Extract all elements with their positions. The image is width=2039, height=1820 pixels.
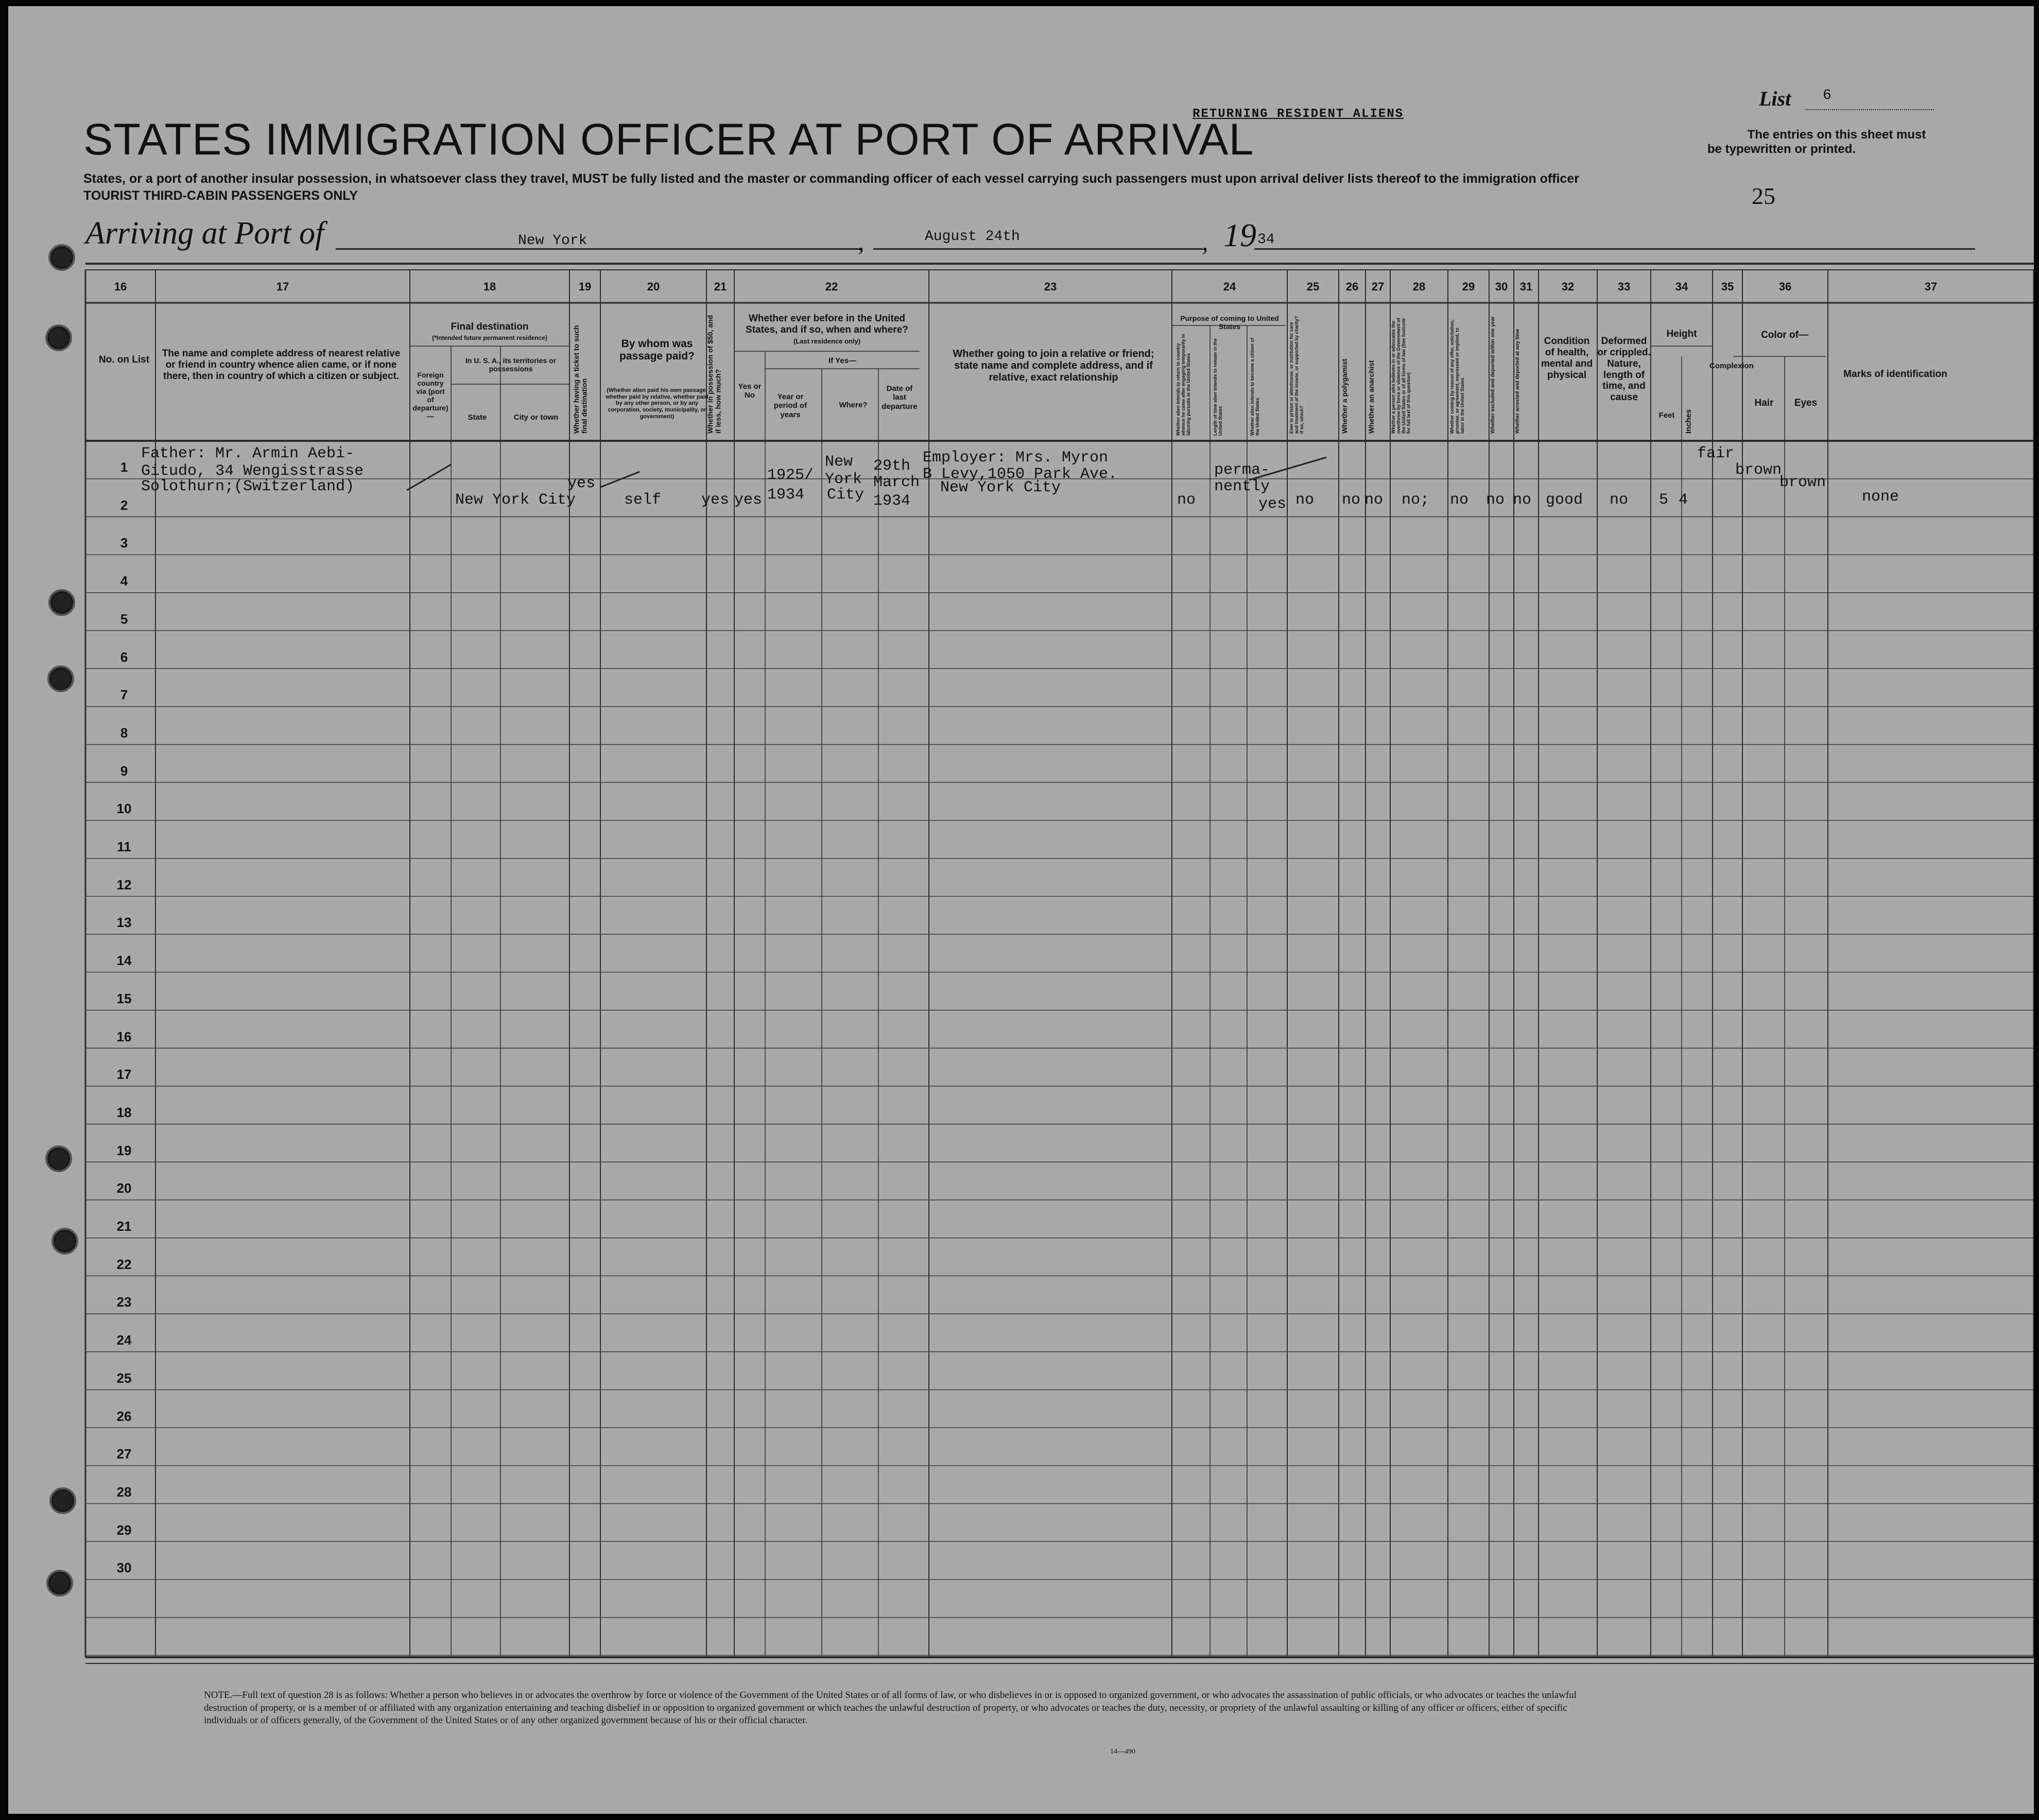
row-number: 2 — [120, 497, 128, 513]
row-number: 16 — [116, 1028, 132, 1044]
entry-complexion: fair — [1697, 445, 1735, 462]
entry-deported: no — [1513, 491, 1532, 509]
entry-excluded: no — [1486, 491, 1505, 509]
row-number: 19 — [116, 1142, 132, 1158]
column-number: 33 — [1617, 280, 1631, 293]
column-number: 37 — [1924, 280, 1938, 293]
entry-overthrow: no; — [1402, 491, 1430, 509]
header-if-yes: If Yes— — [828, 356, 856, 365]
entry-relative-line2: Gitudo, 34 Wengisstrasse — [141, 462, 364, 480]
header-excluded: Whether excluded and deported within one year — [1490, 316, 1496, 434]
header-anarchist: Whether an anarchist — [1367, 360, 1375, 434]
column-number: 16 — [114, 280, 127, 293]
row-number: 10 — [116, 801, 132, 817]
entry-feet: 5 — [1659, 491, 1669, 509]
header-prison: Ever in prison or almshouse, or institution for care and treatment of the insane, or supported by charity? If so, which? — [1289, 316, 1304, 434]
entry-inches: 4 — [1679, 491, 1688, 509]
ditto-stroke — [600, 472, 640, 487]
header-where: Where? — [839, 401, 868, 409]
header-feet: Feet — [1658, 411, 1675, 420]
year-prefix: 19 — [1223, 217, 1256, 253]
list-number: 6 — [1823, 88, 1831, 104]
row-number: 7 — [120, 687, 128, 703]
column-number: 29 — [1462, 280, 1475, 293]
entry-where-line2: York — [825, 471, 862, 488]
column-number: 26 — [1345, 280, 1359, 293]
row-number: 4 — [120, 573, 128, 589]
header-inches: Inches — [1684, 409, 1693, 434]
column-number: 32 — [1561, 280, 1575, 293]
header-last-departure: Date of last departure — [882, 384, 918, 411]
entry-length-line1: perma- — [1214, 461, 1270, 479]
header-final-destination: Final destination — [451, 321, 529, 332]
entry-period-line2: 1934 — [767, 486, 805, 504]
row-number: 3 — [120, 535, 128, 551]
column-number: 34 — [1675, 280, 1688, 293]
entry-ticket: yes — [567, 475, 596, 492]
ditto-stroke — [407, 465, 451, 490]
returning-resident-stamp: RETURNING RESIDENT ALIENS — [1193, 107, 1404, 121]
entry-marks: none — [1862, 488, 1899, 506]
row-number: 30 — [116, 1560, 132, 1576]
row-number: 28 — [116, 1484, 132, 1500]
row-number: 15 — [116, 990, 132, 1006]
row-number: 26 — [116, 1408, 132, 1424]
header-deformed: Deformed or crippled. Nature, length of time, and cause — [1597, 336, 1651, 403]
row-number: 11 — [117, 839, 131, 854]
entry-join-line3: New York City — [940, 479, 1061, 496]
header-relative-address: The name and complete address of nearest relative or friend in country whence alien came, or if none there, then in country of which a citizen or subject. — [162, 348, 401, 382]
column-number: 20 — [647, 280, 660, 293]
entry-anarchist: no — [1364, 491, 1384, 509]
row-number: 17 — [116, 1067, 132, 1083]
header-passage-paid-sub: (Whether alien paid his own passage, whether paid by relative, whether paid by any other person, or by any corporation, society, municipality, or government) — [606, 387, 709, 420]
header-offer: Whether coming by reason of any offer, solicitation, promise, or agreement, expressed or implied, to labor in the United States — [1449, 319, 1465, 434]
header-citizen-intent: Whether alien intends to become a citizen of the United States — [1250, 337, 1260, 436]
column-number: 21 — [714, 280, 727, 293]
column-number: 17 — [276, 280, 289, 293]
header-state: State — [468, 413, 487, 422]
page-title: STATES IMMIGRATION OFFICER AT PORT OF ARRIVAL — [83, 115, 1254, 164]
header-before-in-us: Whether ever before in the United States, and if so, when and where? — [746, 313, 908, 335]
date-value: August 24th — [925, 229, 1020, 245]
column-number: 31 — [1519, 280, 1533, 293]
row-number: 23 — [116, 1294, 132, 1310]
ditto-stroke — [1249, 457, 1326, 480]
header-eyes: Eyes — [1794, 398, 1818, 408]
row-number: 22 — [116, 1256, 132, 1272]
row-number: 14 — [116, 953, 132, 969]
entry-departure-line3: 1934 — [873, 492, 911, 510]
row-number: 21 — [116, 1218, 132, 1234]
entry-passage-paid: self — [624, 491, 662, 509]
form-number: 14—490 — [1110, 1748, 1135, 1756]
header-final-destination-sub: (*Intended future permanent residence) — [431, 334, 548, 341]
header-subtitle: States, or a port of another insular possession, in whatsoever class they travel, MUST be fully listed and the master or commanding officer of each vessel carrying such passengers must upon arrival deliver lists thereof to the immigration officer — [83, 171, 1579, 186]
entry-join-line2: B Levy,1050 Park Ave. — [923, 466, 1118, 483]
ditto-marks — [8, 6, 2034, 1814]
header-height: Height — [1666, 329, 1697, 339]
row-number: 24 — [116, 1332, 132, 1348]
header-polygamist: Whether a polygamist — [1340, 358, 1349, 434]
header-join-relative: Whether going to join a relative or friend; state name and complete address, and if relative, exact relationship — [953, 348, 1154, 383]
header-hair: Hair — [1754, 398, 1774, 408]
entry-fifty-dollars: yes — [701, 491, 730, 509]
entry-relative-line3: Solothurn;(Switzerland) — [141, 478, 355, 495]
column-number: 18 — [483, 280, 496, 293]
header-in-usa: In U. S. A., its territories or possessions — [465, 356, 557, 373]
column-number: 30 — [1495, 280, 1508, 293]
instructions-line2: be typewritten or printed. — [1707, 142, 1856, 156]
column-number: 23 — [1044, 280, 1057, 293]
entry-departure-line1: 29th — [873, 457, 911, 475]
row-number: 9 — [120, 763, 128, 779]
arriving-label: Arriving at Port of — [85, 216, 324, 251]
year-suffix: 34 — [1257, 232, 1275, 248]
header-passage-paid: By whom was passage paid? — [619, 338, 695, 363]
header-complexion: Complexion — [1709, 362, 1754, 370]
entry-polygamist: no — [1342, 491, 1361, 509]
column-number: 35 — [1721, 280, 1734, 293]
entry-period-line1: 1925/ — [767, 467, 814, 484]
entry-offer: no — [1450, 491, 1469, 509]
row-number: 25 — [116, 1370, 132, 1386]
entry-join-line1: Employer: Mrs. Myron — [923, 449, 1109, 467]
row-number: 8 — [120, 725, 128, 741]
class-note: TOURIST THIRD-CABIN PASSENGERS ONLY — [83, 188, 358, 203]
entry-eyes: brown — [1779, 474, 1826, 491]
header-deported: Whether arrested and deported at any time — [1515, 329, 1520, 434]
column-number: 25 — [1306, 280, 1320, 293]
row-number: 6 — [120, 649, 128, 665]
entry-departure-line2: March — [873, 474, 920, 491]
header-color-of: Color of— — [1761, 330, 1808, 340]
comma: , — [858, 227, 865, 256]
column-number: 27 — [1371, 280, 1385, 293]
header-purpose: Purpose of coming to United States — [1180, 314, 1279, 331]
entry-length-line2: nently — [1214, 478, 1270, 495]
row-number: 13 — [116, 915, 132, 931]
column-number: 24 — [1223, 280, 1236, 293]
row-number: 5 — [120, 611, 128, 627]
header-no-on-list: No. on List — [98, 354, 150, 365]
header-fifty-dollars: Whether in possession of $50, and if less, how much? — [706, 315, 722, 434]
entry-citizen: yes — [1258, 495, 1287, 513]
row-number: 18 — [116, 1104, 132, 1120]
entry-health: good — [1546, 491, 1583, 509]
header-marks: Marks of identification — [1843, 369, 1947, 380]
header-ticket: Whether having a ticket to such final destination — [572, 325, 589, 434]
header-yes-or-no: Yes or No — [738, 382, 762, 400]
row-number: 29 — [116, 1522, 132, 1538]
entry-relative-line1: Father: Mr. Armin Aebi- — [141, 445, 355, 462]
column-number: 36 — [1778, 280, 1792, 293]
footnote-question-28: NOTE.—Full text of question 28 is as follows: Whether a person who believes in or advocates the overthrow by force or violence of the Government of the United States or of all forms of law, or who disbelieves in or is opposed to organized government, or who advocates the assassination of public officials, or who advocates or teaches the unlawful destruction of property, or is a member of or affiliated with any organization entertaining and teaching disbelief in or opposition to organized government or which teaches the unlawful destruction of property, or who advocates or teaches the duty, necessity, or propriety of the unlawful assaulting or killing of any officer or officers, either of specific individuals or of officers generally, of the Government of the United States or of any other organized government because of his or their official character. — [204, 1690, 1577, 1726]
header-before-in-us-sub: (Last residence only) — [793, 337, 861, 345]
header-length-of-time: Length of time alien intends to remain in the United States — [1213, 338, 1223, 436]
port-value: New York — [518, 233, 587, 249]
header-period: Year or period of years — [773, 392, 807, 419]
entry-destination-city: New York City — [455, 491, 576, 509]
row-number: 1 — [120, 459, 128, 475]
entry-where-line1: New — [825, 453, 853, 471]
row-number: 20 — [116, 1180, 132, 1196]
header-foreign-country: Foreign country via (port of departure)— — [412, 371, 448, 421]
entry-prison: no — [1295, 491, 1315, 509]
header-health: Condition of health, mental and physical — [1541, 336, 1593, 381]
entry-deformed: no — [1610, 491, 1629, 509]
entry-where-line3: City — [827, 486, 865, 504]
entry-return-intent: no — [1177, 491, 1196, 509]
column-number: 19 — [578, 280, 592, 293]
instructions-line1: The entries on this sheet must — [1747, 128, 1926, 142]
column-number: 22 — [825, 280, 838, 293]
column-number: 28 — [1412, 280, 1426, 293]
entry-hair: brown — [1735, 461, 1782, 479]
list-label: List — [1759, 87, 1791, 110]
page-number: 25 — [1752, 183, 1775, 209]
entry-before-yes-no: yes — [734, 491, 763, 509]
row-number: 27 — [116, 1446, 132, 1462]
manifest-sheet — [8, 6, 2034, 1814]
comma: , — [1202, 227, 1208, 256]
header-city: City or town — [513, 413, 559, 422]
header-overthrow: Whether a person who believes in or advocates the overthrow by force or violence of the Government of the United States or of all forms of law (See footnote for full text of this question) — [1391, 318, 1411, 434]
header-return-intent: Whether alien intends to return to country whence he came after engaging temporarily in laboring pursuits in the United States — [1176, 333, 1191, 436]
row-number: 12 — [116, 877, 132, 892]
